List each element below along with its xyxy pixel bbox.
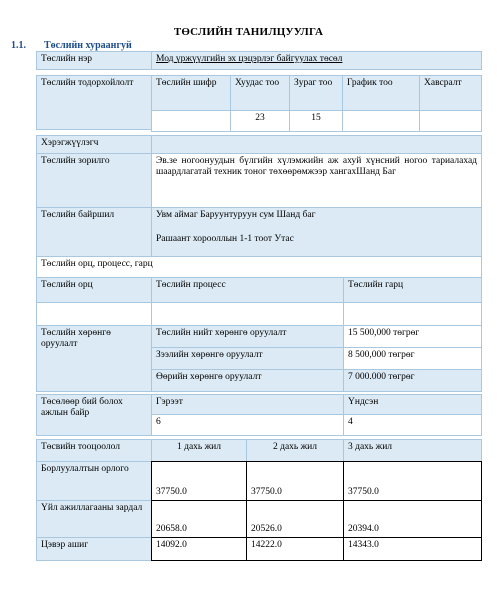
section-number: 1.1. <box>11 40 26 51</box>
investment-label: Төслийн хөрөнгө оруулалт <box>36 325 152 392</box>
year-1-header: 1 дахь жил <box>151 439 247 462</box>
investment-row-total-name: Төслийн нийт хөрөнгө оруулалт <box>151 325 344 348</box>
net-profit-year-2: 14222.0 <box>246 537 344 561</box>
details-col-appendix: Хавсралт <box>419 75 482 111</box>
location-value <box>151 207 482 257</box>
jobs-contract-value: 6 <box>151 414 344 436</box>
location-line-2: Рашаант хорооллын 1-1 тоот Утас <box>156 234 294 244</box>
investment-row-loan-name: Зээлийн хөрөнгө оруулалт <box>151 347 344 370</box>
executor-value <box>151 135 482 154</box>
net-profit-year-3: 14343.0 <box>343 537 482 561</box>
input-label: Төслийн орц <box>36 277 152 303</box>
purpose-value: Эв.зе ногоонуудын бүлгийн хүлэмжийн аж ахуй хүнсний ногоо тариалахад шаардлагатай техник тоног төхөөрөмжээр хангахШанд Баг <box>151 153 482 208</box>
details-col-charts: График тоо <box>342 75 420 111</box>
revenue-label: Борлуулалтын орлого <box>36 461 152 501</box>
details-val-appendix <box>419 110 482 132</box>
location-line-1: Увм аймаг Баруунтуруун сум Шанд баг <box>156 210 316 220</box>
input-value <box>36 302 152 326</box>
investment-row-total-amount: 15 500,000 төгрөг <box>343 325 482 348</box>
details-col-drawings: Зураг тоо <box>289 75 343 111</box>
section-title: Төслийн хураангуй <box>44 40 132 51</box>
details-val-drawings: 15 <box>289 110 343 132</box>
location-label: Төслийн байршил <box>36 207 152 257</box>
process-value <box>151 302 344 326</box>
project-name-value: Мод үржүүлгийн эх цэцэрлэг байгуулах төсөл <box>151 51 482 70</box>
net-profit-year-1: 14092.0 <box>151 537 247 561</box>
jobs-label: Төсөлөөр бий болох ажлын байр <box>36 394 152 436</box>
jobs-contract-label: Гэрээт <box>151 394 344 415</box>
budget-label: Төсвийн тооцоолол <box>36 439 152 462</box>
revenue-year-3: 37750.0 <box>343 461 482 501</box>
investment-row-loan-amount: 8 500,000 төгрөг <box>343 347 482 370</box>
process-label: Төслийн процесс <box>151 277 344 303</box>
jobs-permanent-value: 4 <box>343 414 482 436</box>
output-label: Төслийн гарц <box>343 277 482 303</box>
purpose-label: Төслийн зорилго <box>36 153 152 208</box>
net-profit-label: Цэвэр ашиг <box>36 537 152 561</box>
opex-year-3: 20394.0 <box>343 500 482 538</box>
details-col-pages: Хуудас тоо <box>230 75 290 111</box>
opex-label: Үйл ажиллагааны зардал <box>36 500 152 538</box>
investment-row-own-name: Өөрийн хөрөнгө оруулалт <box>151 369 344 392</box>
details-val-pages: 23 <box>230 110 290 132</box>
project-name-label: Төслийн нэр <box>36 51 152 70</box>
details-val-code <box>151 110 231 132</box>
revenue-year-2: 37750.0 <box>246 461 344 501</box>
revenue-year-1: 37750.0 <box>151 461 247 501</box>
details-val-charts <box>342 110 420 132</box>
details-col-code: Төслийн шифр <box>151 75 231 111</box>
year-3-header: 3 дахь жил <box>343 439 482 462</box>
opex-year-1: 20658.0 <box>151 500 247 538</box>
executor-label: Хэрэгжүүлэгч <box>36 135 152 154</box>
document-title: ТӨСЛИЙН ТАНИЛЦУУЛГА <box>173 26 324 38</box>
output-value <box>343 302 482 326</box>
details-label: Төслийн тодорхойлолт <box>36 75 152 130</box>
opex-year-2: 20526.0 <box>246 500 344 538</box>
investment-row-own-amount: 7 000.000 төгрөг <box>343 369 482 392</box>
year-2-header: 2 дахь жил <box>246 439 344 462</box>
jobs-permanent-label: Үндсэн <box>343 394 482 415</box>
io-header: Төслийн орц, процесс, гарц <box>36 256 482 278</box>
